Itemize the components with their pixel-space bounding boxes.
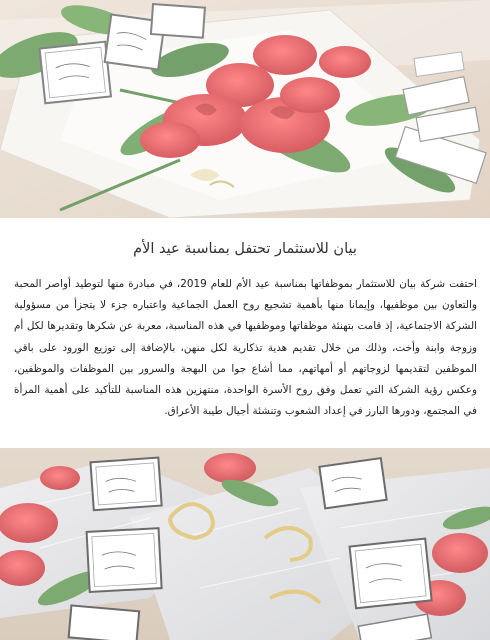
article-title: بيان للاستثمار تحتفل بمناسبة عيد الأم (133, 240, 357, 257)
wrapped-roses-photo (0, 448, 490, 640)
roses-gift-boxes-photo (0, 0, 490, 218)
article-body: احتفت شركة بيان للاستثمار بموظفاتها بمناسبة عيد الأم للعام 2019، في مبادرة منها لتوطيد أواصر المحبة والتعاون بين موظفيها، وإيمانا منها بأهمية تشجيع روح العمل الجماعية واعتباره جزء لا يتجزأ من مسؤولية الشركة الاجتماعية، إذ قامت بتهنئة موظفاتها وموظفيها في هذه المناسبة، معربة عن شكرها وتقديرها لكل أم وزوجة وابنة وأخت، وذلك من خلال تقديم هدية تذكارية لكل منهن، بالإضافة إلى توزيع الورود على باقي الموظفين لتقديمها لزوجاتهم أو أمهاتهم، مما أشاع جوا من البهجة والسرور بين الموظفات والموظفين، وعكس رؤية الشركة التي تعمل وفق روح الأسرة الواحدة، منتهزين هذه المناسبة للتأكيد على أهمية المرأة في المجتمع، ودورها البارز في إعداد الشعوب وتنشئة أجيال طيبة الأعراق. (14, 278, 477, 418)
